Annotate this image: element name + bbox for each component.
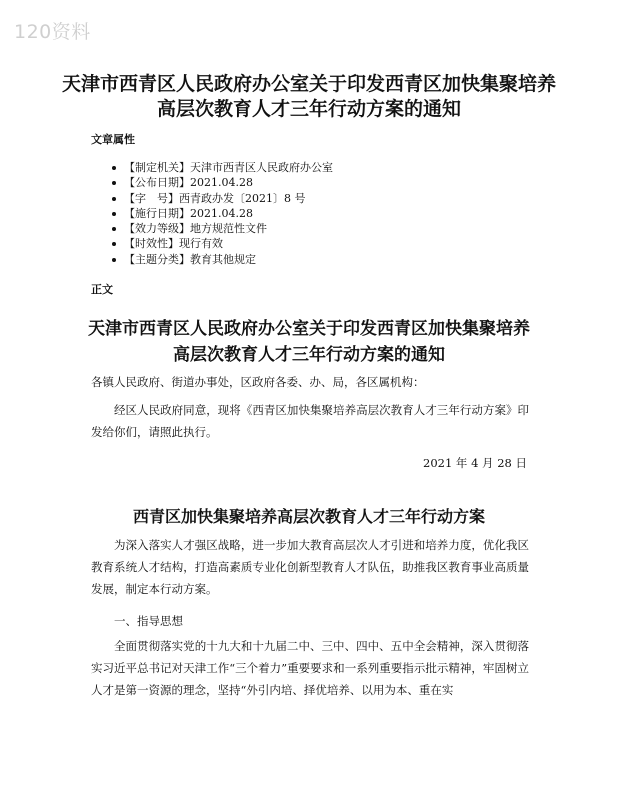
notice-body: 经区人民政府同意，现将《西青区加快集聚培养高层次教育人才三年行动方案》印发给你们，请照此执行。 [91,403,529,439]
plan-title: 西青区加快集聚培养高层次教育人才三年行动方案 [132,507,485,526]
properties-heading: 文章属性 [91,133,135,146]
section-1-heading: 一、指导思想 [114,614,183,628]
property-legal-level: 【效力等级】地方规范性文件 [112,221,333,236]
properties-list [112,160,333,267]
property-validity: 【时效性】现行有效 [112,236,333,251]
property-category: 【主题分类】教育其他规定 [112,252,333,267]
property-issuing-authority: 【制定机关】天津市西青区人民政府办公室 [112,160,333,175]
property-document-number: 【字 号】西青政办发〔2021〕8 号 [112,191,333,206]
salutation: 各镇人民政府、街道办事处，区政府各委、办、局，各区属机构： [91,375,425,389]
property-effective-date: 【施行日期】2021.04.28 [112,206,333,221]
section-1-body: 全面贯彻落实党的十九大和十九届二中、三中、四中、五中全会精神，深入贯彻落实习近平总书记对天津工作“三个着力”重要要求和一系列重要指示批示精神，牢固树立人才是第一资源的理念，坚持“外引内培、择优培养、以用为本、重在实 [91,639,529,697]
plan-intro: 为深入落实人才强区战略，进一步加大教育高层次人才引进和培养力度，优化我区教育系统人才结构，打造高素质专业化创新型教育人才队伍，助推我区教育事业高质量发展，制定本行动方案。 [91,538,529,596]
issue-date: 2021 年 4 月 28 日 [423,456,527,470]
body-heading: 正文 [91,283,113,296]
notice-title: 天津市西青区人民政府办公室关于印发西青区加快集聚培养高层次教育人才三年行动方案的通知 [88,319,530,365]
property-publish-date: 【公布日期】2021.04.28 [112,175,333,190]
watermark: 120资料 [14,21,91,43]
document-title: 天津市西青区人民政府办公室关于印发西青区加快集聚培养高层次教育人才三年行动方案的通知 [61,73,556,120]
